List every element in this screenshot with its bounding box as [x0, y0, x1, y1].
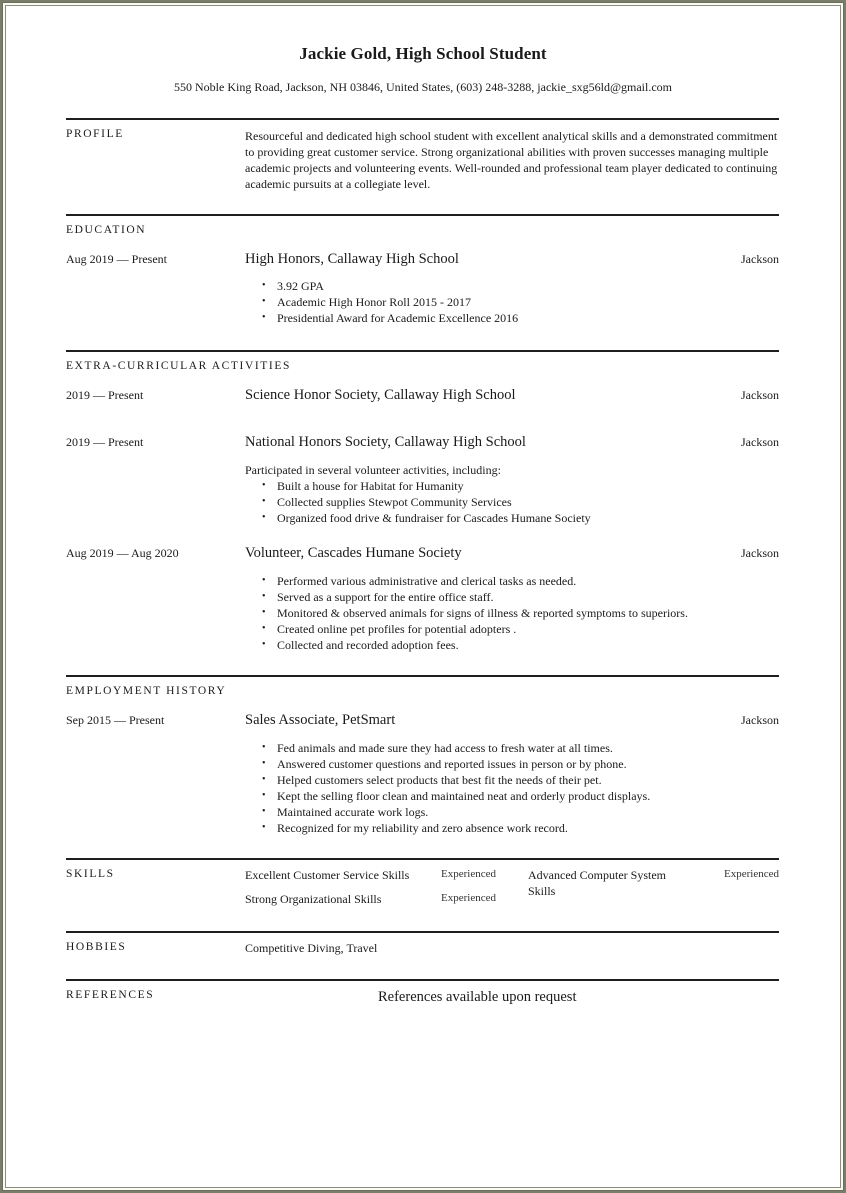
entry-bullets: [262, 278, 518, 326]
entry-title: Volunteer, Cascades Humane Society: [245, 545, 462, 561]
section-education: [66, 214, 779, 325]
section-divider: [66, 118, 779, 120]
profile-summary: Resourceful and dedicated high school student with excellent analytical skills and a demonstrated commitment to providing great customer service. Strong organizational abilities with proven successes managing multiple academic projects and volunteering events. Well-rounded and professional team player dedicated to continuing academic pursuits at a collegiate level.: [245, 129, 778, 191]
section-label: REFERENCES: [66, 989, 155, 1001]
section-activities: [66, 350, 779, 652]
bullet-item: • Maintained accurate work logs.: [262, 804, 650, 820]
bullet-item: • Helped customers select products that best fit the needs of their pet.: [262, 772, 650, 788]
entry-title: Science Honor Society, Callaway High School: [245, 387, 516, 403]
entry-intro: Participated in several volunteer activities, including:: [245, 463, 501, 477]
section-divider: [66, 931, 779, 933]
bullet-item: • Monitored & observed animals for signs of illness & reported symptoms to superiors.: [262, 605, 688, 621]
bullet-item: • Academic High Honor Roll 2015 - 2017: [262, 294, 518, 310]
contact-line: 550 Noble King Road, Jackson, NH 03846, United States, (603) 248-3288, jackie_sxg56ld@gmail.com: [174, 80, 672, 94]
entry-date: 2019 — Present: [66, 435, 144, 449]
bullet-item: • 3.92 GPA: [262, 278, 518, 294]
section-label: HOBBIES: [66, 941, 127, 953]
section-label: EXTRA-CURRICULAR ACTIVITIES: [66, 360, 291, 372]
section-label: SKILLS: [66, 868, 115, 880]
entry-title: Sales Associate, PetSmart: [245, 712, 396, 728]
entry-date: Aug 2019 — Present: [66, 252, 167, 266]
entry-bullets: [262, 573, 688, 653]
section-label: PROFILE: [66, 128, 124, 140]
entry-title: High Honors, Callaway High School: [245, 251, 459, 267]
section-hobbies: [66, 931, 779, 955]
skill-level: Experienced: [441, 892, 496, 904]
bullet-item: • Served as a support for the entire office staff.: [262, 589, 688, 605]
section-divider: [66, 979, 779, 981]
entry-location: Jackson: [741, 546, 779, 560]
bullet-item: • Presidential Award for Academic Excellence 2016: [262, 310, 518, 326]
entry-location: Jackson: [741, 713, 779, 727]
entry-title: National Honors Society, Callaway High School: [245, 434, 526, 450]
candidate-name: Jackie Gold, High School Student: [299, 44, 547, 63]
section-divider: [66, 350, 779, 352]
bullet-item: • Collected and recorded adoption fees.: [262, 637, 688, 653]
section-label: EMPLOYMENT HISTORY: [66, 685, 227, 697]
bullet-item: • Organized food drive & fundraiser for Cascades Humane Society: [262, 510, 591, 526]
skill-name: Excellent Customer Service Skills: [245, 868, 410, 882]
references-text: References available upon request: [378, 989, 577, 1005]
bullet-item: • Performed various administrative and clerical tasks as needed.: [262, 573, 688, 589]
bullet-item: • Answered customer questions and reported issues in person or by phone.: [262, 756, 650, 772]
section-employment: [66, 675, 779, 835]
hobbies-text: Competitive Diving, Travel: [245, 941, 378, 955]
bullet-item: • Built a house for Habitat for Humanity: [262, 478, 591, 494]
bullet-item: • Collected supplies Stewpot Community Services: [262, 494, 591, 510]
skill-name: Advanced Computer System Skills: [528, 868, 666, 898]
entry-location: Jackson: [741, 252, 779, 266]
bullet-item: • Recognized for my reliability and zero absence work record.: [262, 820, 650, 836]
section-profile: [66, 118, 779, 191]
section-references: [66, 979, 779, 1005]
entry-location: Jackson: [741, 435, 779, 449]
section-label: EDUCATION: [66, 224, 147, 236]
section-divider: [66, 214, 779, 216]
entry-location: Jackson: [741, 388, 779, 402]
entry-date: Aug 2019 — Aug 2020: [66, 546, 179, 560]
section-skills: [66, 858, 779, 906]
skill-name: Strong Organizational Skills: [245, 892, 382, 906]
bullet-item: • Created online pet profiles for potential adopters .: [262, 621, 688, 637]
entry-date: 2019 — Present: [66, 388, 144, 402]
skill-level: Experienced: [724, 868, 779, 880]
entry-date: Sep 2015 — Present: [66, 713, 165, 727]
section-divider: [66, 858, 779, 860]
bullet-item: • Fed animals and made sure they had access to fresh water at all times.: [262, 740, 650, 756]
bullet-item: • Kept the selling floor clean and maintained neat and orderly product displays.: [262, 788, 650, 804]
skill-level: Experienced: [441, 868, 496, 880]
section-divider: [66, 675, 779, 677]
entry-bullets: [262, 478, 591, 526]
entry-bullets: [262, 740, 650, 836]
